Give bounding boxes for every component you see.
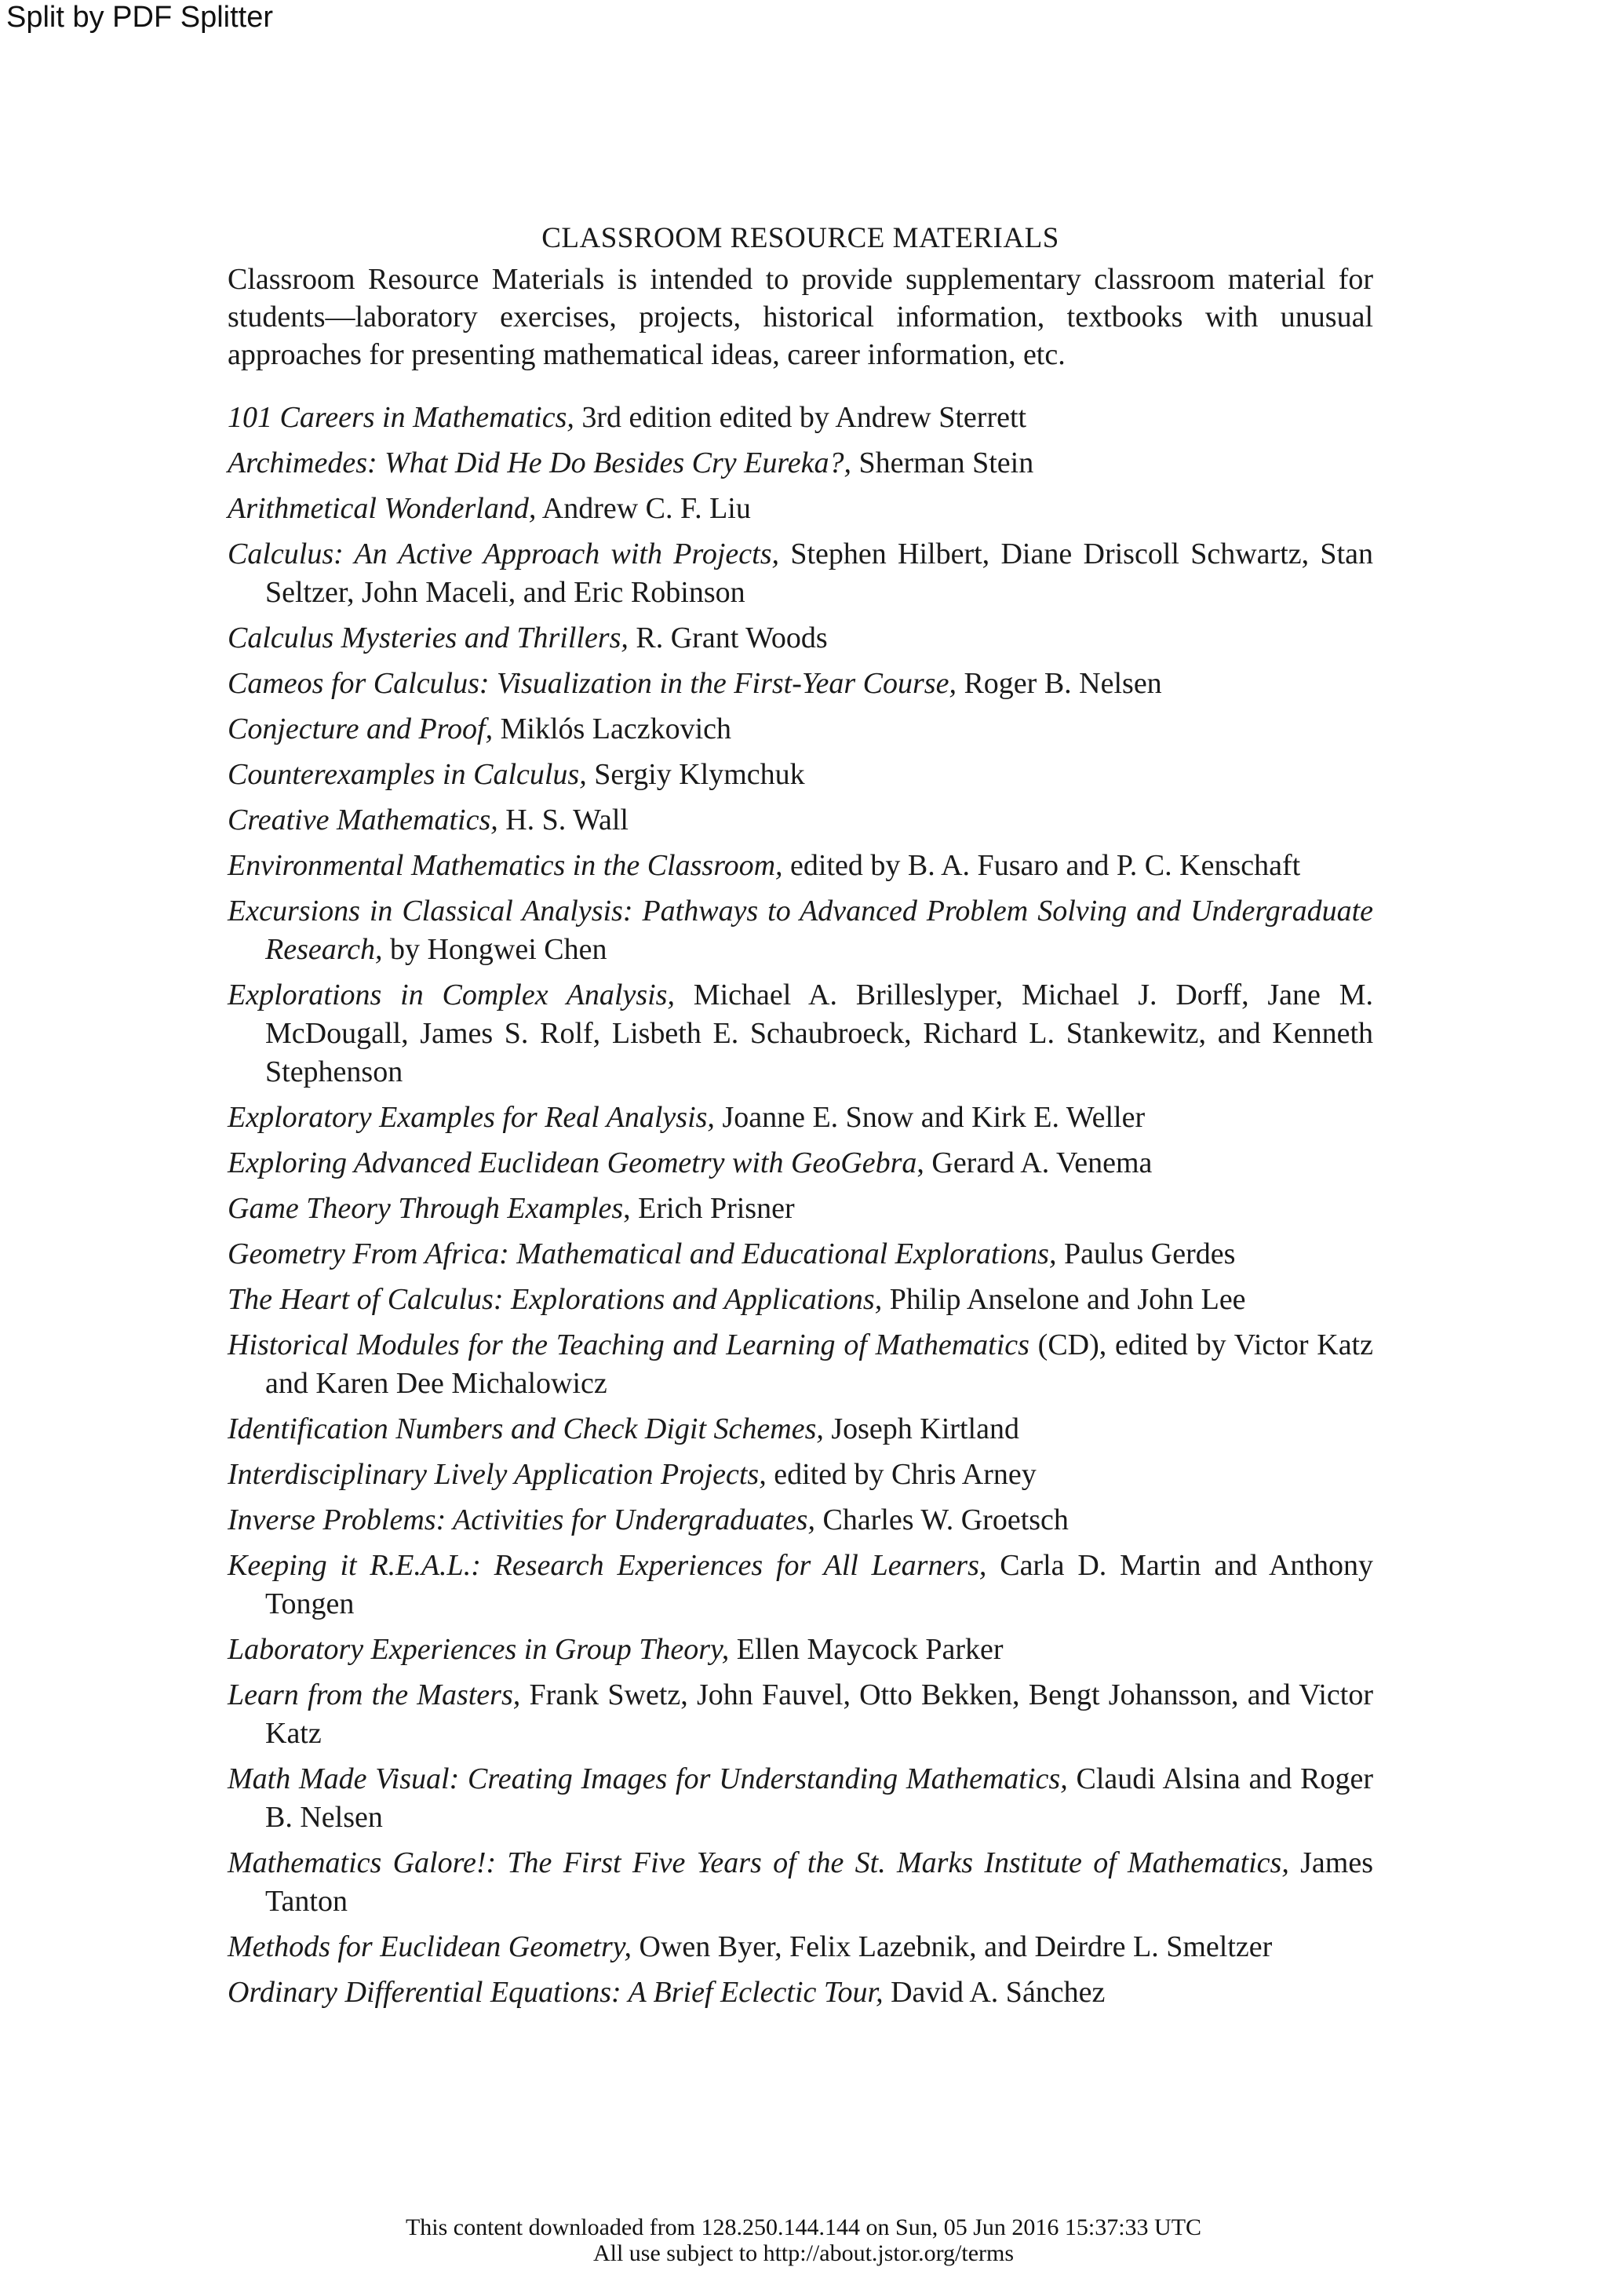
book-entry <box>228 1547 1373 1624</box>
book-authors: , Erich Prisner <box>623 1192 795 1225</box>
book-title: Environmental Mathematics in the Classroom, <box>228 849 783 882</box>
book-title: 101 Careers in Mathematics, <box>228 401 574 434</box>
book-authors: Frank Swetz, John Fauvel, Otto Bekken, Bengt Johansson, and Victor Katz <box>265 1678 1373 1750</box>
book-title: Exploratory Examples for Real Analysis, <box>228 1101 715 1134</box>
book-authors: Philip Anselone and John Lee <box>882 1283 1246 1316</box>
book-authors: Ellen Maycock Parker <box>729 1633 1004 1666</box>
book-title: Keeping it R.E.A.L.: Research Experiences for All Learners, <box>228 1549 987 1582</box>
book-authors: Paulus Gerdes <box>1056 1237 1236 1270</box>
book-title: Archimedes: What Did He Do Besides Cry Eureka?, <box>228 446 851 479</box>
book-authors: 3rd edition edited by Andrew Sterrett <box>574 401 1027 434</box>
book-entry <box>228 399 1373 437</box>
book-authors: Sergiy Klymchuk <box>586 758 805 791</box>
book-entry <box>228 619 1373 658</box>
book-entry <box>228 1844 1373 1921</box>
book-entry <box>228 1501 1373 1540</box>
book-entry <box>228 1326 1373 1403</box>
book-title: Explorations in Complex Analysis, <box>228 979 675 1011</box>
book-authors: Stephen Hilbert, Diane Driscoll Schwartz, Stan Seltzer, John Maceli, and Eric Robinson <box>265 538 1373 609</box>
book-title: Calculus: An Active Approach with Projects, <box>228 538 780 570</box>
book-entry <box>228 1456 1373 1494</box>
book-authors: Sherman Stein <box>851 446 1034 479</box>
book-authors: Miklós Laczkovich <box>493 712 732 745</box>
book-title: Interdisciplinary Lively Application Projects, <box>228 1458 767 1491</box>
book-title: Arithmetical Wonderland, <box>228 492 537 525</box>
book-entry <box>228 892 1373 969</box>
book-authors: edited by B. A. Fusaro and P. C. Kenschaft <box>782 849 1301 882</box>
book-authors: Claudi Alsina and Roger B. Nelsen <box>265 1762 1373 1834</box>
page-footer <box>0 2214 1607 2266</box>
book-authors: James Tanton <box>265 1846 1373 1918</box>
footer-download-notice: This content downloaded from 128.250.144.144 on Sun, 05 Jun 2016 15:37:33 UTC <box>405 2214 1202 2240</box>
book-title: Mathematics Galore!: The First Five Years of the St. Marks Institute of Mathematics, <box>228 1846 1289 1879</box>
book-entry <box>228 1410 1373 1449</box>
book-authors: Joseph Kirtland <box>823 1412 1019 1445</box>
book-title: Conjecture and Proof, <box>228 712 494 745</box>
book-title: Game Theory Through Examples <box>228 1192 624 1225</box>
book-title: Historical Modules for the Teaching and Learning of Mathematics <box>228 1328 1029 1361</box>
book-entry <box>228 1676 1373 1753</box>
book-entry <box>228 847 1373 885</box>
book-entry <box>228 1235 1373 1274</box>
intro-paragraph: Classroom Resource Materials is intended to provide supplementary classroom material for students—laboratory exercises, projects, historical information, textbooks with unusual approaches for presenting mathematical ideas, career information, etc. <box>228 263 1373 371</box>
book-title: Creative Mathematics, <box>228 804 498 836</box>
book-entry <box>228 1190 1373 1228</box>
book-authors: Michael A. Brilleslyper, Michael J. Dorff, Jane M. McDougall, James S. Rolf, Lisbeth E. Schaubroeck, Richard L. Stankewitz, and Kenneth Stephenson <box>265 979 1373 1088</box>
book-entry <box>228 1144 1373 1183</box>
book-entry <box>228 801 1373 840</box>
book-list <box>228 399 1373 2012</box>
book-authors: Carla D. Martin and Anthony Tongen <box>265 1549 1373 1620</box>
book-title: Methods for Euclidean Geometry, <box>228 1930 632 1963</box>
book-title: Inverse Problems: Activities for Undergraduates, <box>228 1503 815 1536</box>
book-title: Cameos for Calculus: Visualization in the First-Year Course, <box>228 667 957 700</box>
book-title: Learn from the Masters, <box>228 1678 521 1711</box>
book-authors: Charles W. Groetsch <box>814 1503 1069 1536</box>
book-entry <box>228 1760 1373 1837</box>
book-entry <box>228 976 1373 1092</box>
book-title: Laboratory Experiences in Group Theory, <box>228 1633 730 1666</box>
book-authors: (CD), edited by Victor Katz and Karen Dee Michalowicz <box>265 1328 1373 1400</box>
book-title: Math Made Visual: Creating Images for Understanding Mathematics, <box>228 1762 1068 1795</box>
book-title: Calculus Mysteries and Thrillers, <box>228 621 629 654</box>
book-entry <box>228 710 1373 749</box>
book-authors: H. S. Wall <box>497 804 629 836</box>
book-entry <box>228 535 1373 612</box>
book-title: Identification Numbers and Check Digit Schemes, <box>228 1412 824 1445</box>
book-authors: Owen Byer, Felix Lazebnik, and Deirdre L. Smeltzer <box>632 1930 1273 1963</box>
book-title: The Heart of Calculus: Explorations and Applications, <box>228 1283 883 1316</box>
book-authors: , Gerard A. Venema <box>916 1146 1153 1179</box>
book-authors: Roger B. Nelsen <box>956 667 1162 700</box>
book-entry <box>228 490 1373 528</box>
book-authors: by Hongwei Chen <box>382 933 607 966</box>
page-heading: CLASSROOM RESOURCE MATERIALS <box>541 222 1059 254</box>
book-entry <box>228 1281 1373 1319</box>
book-title: Counterexamples in Calculus, <box>228 758 587 791</box>
footer-terms-notice: All use subject to http://about.jstor.org/terms <box>592 2240 1015 2266</box>
book-entry <box>228 444 1373 483</box>
book-entry <box>228 665 1373 703</box>
book-entry <box>228 1631 1373 1669</box>
book-authors: David A. Sánchez <box>883 1976 1106 2009</box>
book-authors: Joanne E. Snow and Kirk E. Weller <box>714 1101 1146 1134</box>
document-page-content <box>228 220 1373 2019</box>
book-entry <box>228 1928 1373 1966</box>
book-entry <box>228 1973 1373 2012</box>
book-authors: Andrew C. F. Liu <box>536 492 751 525</box>
book-title: Geometry From Africa: Mathematical and Educational Explorations, <box>228 1237 1057 1270</box>
book-title: Excursions in Classical Analysis: Pathways to Advanced Problem Solving and Undergraduate Research, <box>228 895 1373 966</box>
pdf-splitter-watermark: Split by PDF Splitter <box>6 1 273 34</box>
book-authors: R. Grant Woods <box>628 621 828 654</box>
book-title: Ordinary Differential Equations: A Brief Eclectic Tour, <box>228 1976 884 2009</box>
book-authors: edited by Chris Arney <box>766 1458 1037 1491</box>
book-entry <box>228 1099 1373 1137</box>
book-entry <box>228 756 1373 794</box>
book-title: Exploring Advanced Euclidean Geometry with GeoGebra <box>228 1146 917 1179</box>
